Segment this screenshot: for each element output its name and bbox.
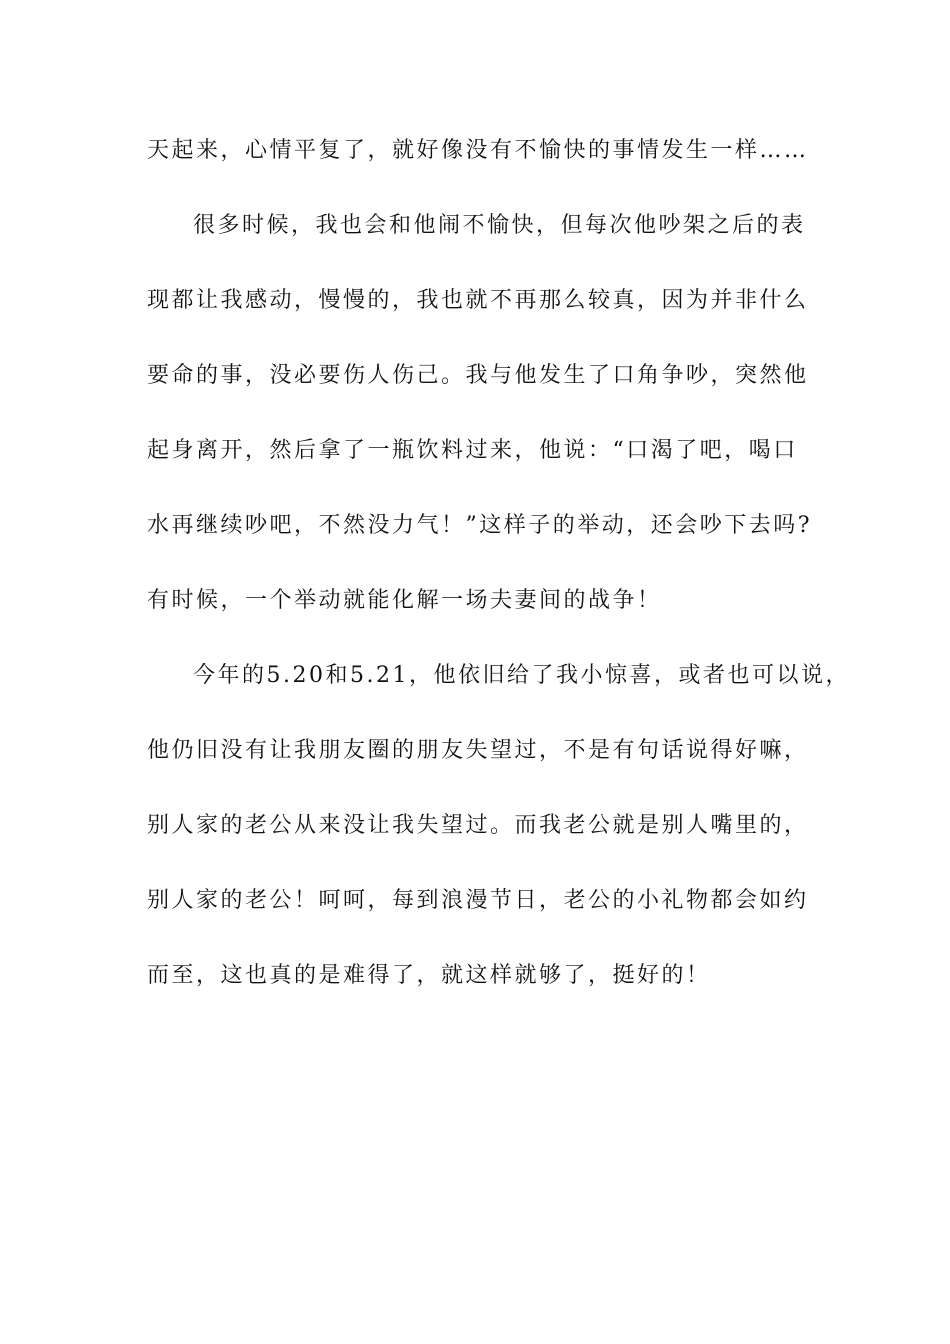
- paragraph-start-line-2: 很多时候，我也会和他闹不愉快，但每次他吵架之后的表: [193, 213, 806, 238]
- text-line-6: 水再继续吵吧，不然没力气！”这样子的举动，还会吵下去吗?: [147, 513, 813, 538]
- text-line-5: 起身离开，然后拿了一瓶饮料过来，他说：“口渴了吧，喝口: [147, 438, 798, 463]
- text-line-11: 别人家的老公！呵呵，每到浪漫节日，老公的小礼物都会如约: [147, 888, 809, 913]
- text-line-12: 而至，这也真的是难得了，就这样就够了，挺好的！: [147, 963, 711, 988]
- text-line-1: 天起来，心情平复了，就好像没有不愉快的事情发生一样……: [147, 138, 809, 163]
- paragraph-start-line-8: 今年的5.20和5.21，他依旧给了我小惊喜，或者也可以说，: [193, 663, 850, 688]
- text-line-10: 别人家的老公从来没让我失望过。而我老公就是别人嘴里的，: [147, 813, 809, 838]
- text-line-7: 有时候，一个举动就能化解一场夫妻间的战争！: [147, 588, 662, 613]
- text-line-4: 要命的事，没必要伤人伤己。我与他发生了口角争吵，突然他: [147, 363, 809, 388]
- text-line-3: 现都让我感动，慢慢的，我也就不再那么较真，因为并非什么: [147, 288, 809, 313]
- text-line-9: 他仍旧没有让我朋友圈的朋友失望过，不是有句话说得好嘛，: [147, 738, 809, 763]
